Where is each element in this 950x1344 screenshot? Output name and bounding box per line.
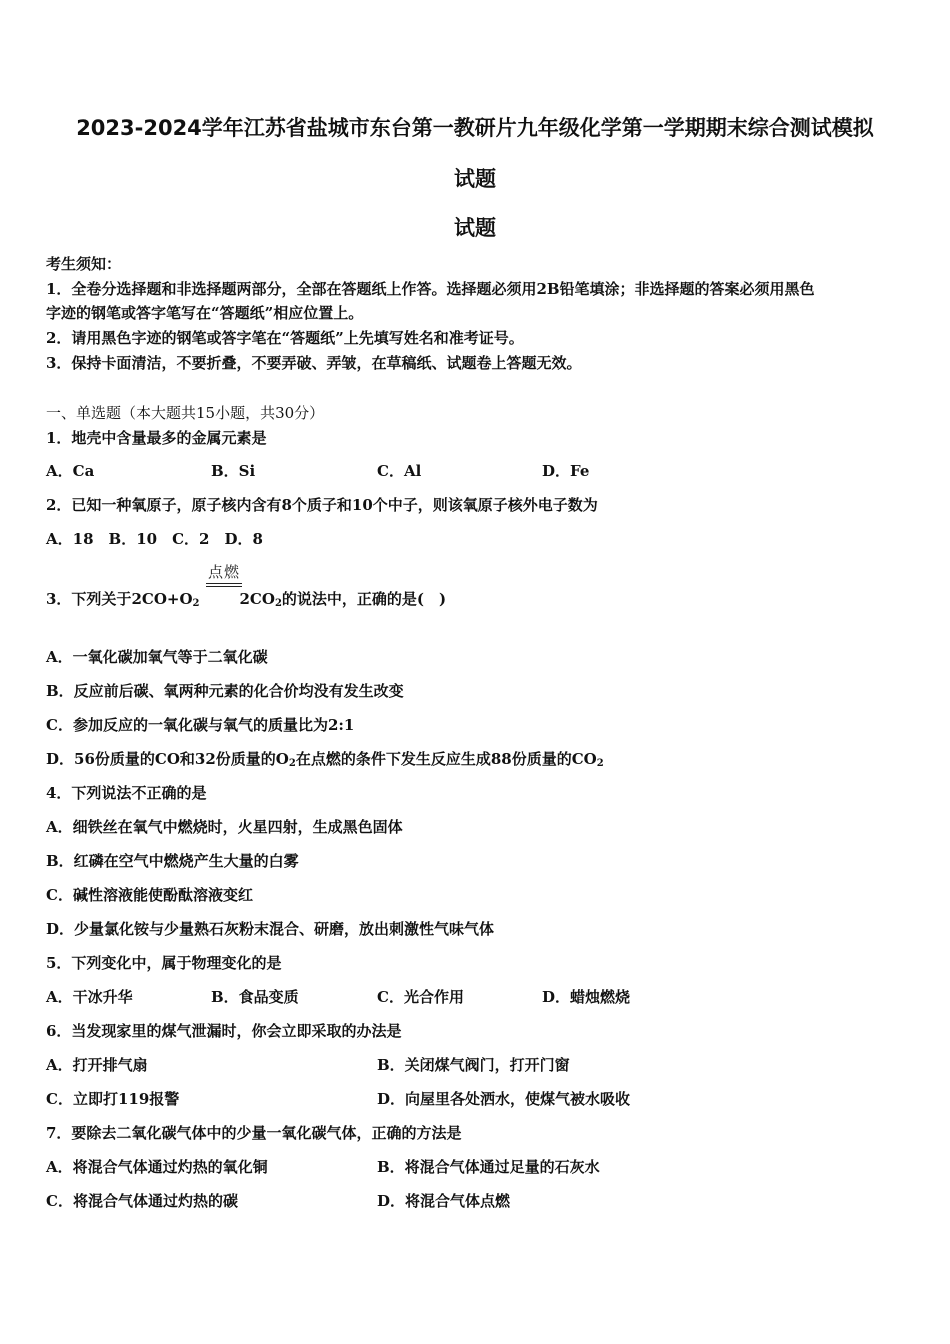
- q4-option-d: D．少量氯化铵与少量熟石灰粉末混合、研磨，放出刺激性气味气体: [46, 920, 495, 938]
- q7-option-d: D．将混合气体点燃: [377, 1192, 511, 1210]
- reaction-condition: [204, 561, 244, 582]
- notice-item-3: 3．保持卡面清洁，不要折叠，不要弄破、弄皱，在草稿纸、试题卷上答题无效。: [46, 354, 582, 372]
- exam-title-line2: 试题: [454, 167, 496, 191]
- q5-option-b: B．食品变质: [211, 988, 299, 1006]
- q6-option-b: B．关闭煤气阀门，打开门窗: [377, 1056, 570, 1074]
- q3-option-d-pre: D．56份质量的CO和32份质量的O: [46, 750, 289, 768]
- q4-option-c: C．碱性溶液能使酚酞溶液变红: [46, 886, 253, 904]
- notice-item-1-cont: 字迹的钢笔或答字笔写在“答题纸”相应位置上。: [46, 304, 364, 322]
- q3-option-c: C．参加反应的一氧化碳与氧气的质量比为2:1: [46, 716, 355, 734]
- q5-option-c: C．光合作用: [377, 988, 464, 1006]
- q3-product: 2CO: [239, 590, 275, 608]
- exam-title-line3: 试题: [454, 216, 496, 240]
- q6-stem: 6．当发现家里的煤气泄漏时，你会立即采取的办法是: [46, 1022, 402, 1040]
- q7-option-b: B．将混合气体通过足量的石灰水: [377, 1158, 600, 1176]
- condition-bar-top: [206, 583, 242, 584]
- q7-stem: 7．要除去二氧化碳气体中的少量一氧化碳气体，正确的方法是: [46, 1124, 462, 1142]
- q5-option-d: D．蜡烛燃烧: [542, 988, 631, 1006]
- q3-option-d-sub2: 2: [596, 758, 604, 769]
- section-heading: 一、单选题（本大题共15小题，共30分）: [46, 404, 325, 422]
- q3-option-a: A．一氧化碳加氧气等于二氧化碳: [46, 648, 268, 666]
- q2-options: A．18 B．10 C．2 D．8: [46, 530, 263, 548]
- q7-option-c: C．将混合气体通过灼热的碳: [46, 1192, 238, 1210]
- q5-stem: 5．下列变化中，属于物理变化的是: [46, 954, 282, 972]
- q5-option-a: A．干冰升华: [46, 988, 133, 1006]
- q6-option-c: C．立即打119报警: [46, 1090, 180, 1108]
- q3-product-sub: 2: [274, 598, 282, 609]
- q4-stem: 4．下列说法不正确的是: [46, 784, 207, 802]
- q3-option-d-mid: 在点燃的条件下发生反应生成88份质量的CO: [295, 750, 597, 768]
- q6-option-a: A．打开排气扇: [46, 1056, 148, 1074]
- notice-heading: 考生须知：: [46, 255, 122, 273]
- q3-stem-prefix: 3．下列关于: [46, 590, 132, 608]
- q1-option-d: D．Fe: [542, 462, 590, 480]
- q4-option-b: B．红磷在空气中燃烧产生大量的白雾: [46, 852, 299, 870]
- q6-option-d: D．向屋里各处洒水，使煤气被水吸收: [377, 1090, 631, 1108]
- condition-bar-bottom: [206, 586, 242, 587]
- q1-stem: 1．地壳中含量最多的金属元素是: [46, 429, 267, 447]
- q1-option-a: A．Ca: [46, 462, 95, 480]
- exam-title-line1: 2023-2024学年江苏省盐城市东台第一教研片九年级化学第一学期期末综合测试模拟: [76, 116, 874, 140]
- q3-option-b: B．反应前后碳、氧两种元素的化合价均没有发生改变: [46, 682, 404, 700]
- condition-label: 点燃: [207, 563, 240, 581]
- q3-option-d: [46, 748, 604, 769]
- q3-stem-suffix: 的说法中，正确的是( ): [281, 590, 447, 608]
- q1-option-c: C．Al: [377, 462, 422, 480]
- q7-option-a: A．将混合气体通过灼热的氧化铜: [46, 1158, 268, 1176]
- q4-option-a: A．细铁丝在氧气中燃烧时，火星四射，生成黑色固体: [46, 818, 403, 836]
- q3-reactant-sub: 2: [192, 598, 200, 609]
- q3-stem: [46, 588, 446, 609]
- notice-item-2: 2．请用黑色字迹的钢笔或答字笔在“答题纸”上先填写姓名和准考证号。: [46, 329, 524, 347]
- q1-option-b: B．Si: [211, 462, 256, 480]
- q3-option-d-sub1: 2: [288, 758, 296, 769]
- notice-item-1: 1．全卷分选择题和非选择题两部分，全部在答题纸上作答。选择题必须用2B铅笔填涂；非选择题的答案必须用黑色: [46, 280, 815, 298]
- q3-reactants: 2CO+O: [131, 590, 193, 608]
- q2-stem: 2．已知一种氧原子，原子核内含有8个质子和10个中子，则该氧原子核外电子数为: [46, 496, 598, 514]
